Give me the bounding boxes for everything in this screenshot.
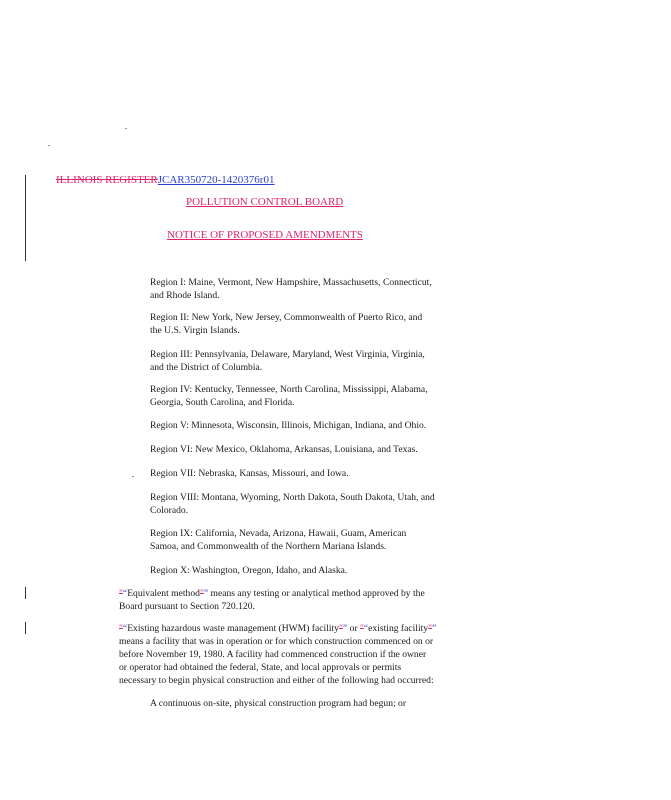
scan-speck [125, 128, 127, 129]
region-item: Region VI: New Mexico, Oklahoma, Arkansas, Louisiana, and Texas. [150, 444, 418, 455]
change-bar-existing [25, 622, 26, 634]
change-bar-header [25, 175, 26, 261]
region-item: Region IX: California, Nevada, Arizona, Hawaii, Guam, American Samoa, and Commonwealth of the Northern Mariana Islands. [150, 528, 407, 552]
region-item: Region VIII: Montana, Wyoming, North Dakota, South Dakota, Utah, and Colorado. [150, 492, 435, 516]
region-item: Region VII: Nebraska, Kansas, Missouri, and Iowa. [150, 468, 349, 479]
definition-equivalent-method: "“Equivalent method"” means any testing or analytical method approved by the Board pursuant to Section 720.120. [119, 588, 425, 612]
register-inserted: JCAR350720-1420376r01 [157, 174, 275, 186]
region-item: Region V: Minnesota, Wisconsin, Illinois, Michigan, Indiana, and Ohio. [150, 420, 427, 431]
definition-existing-facility: "“Existing hazardous waste management (HWM) facility"” or "“existing facility"” means a facility that was in operation or for which construction commenced on or before November 19, 1980. A facility had commenced construction if the owner or operator had obtained the federal, State, and local approvals or permits necessary to begin physical construction and either of the following had occurred: [119, 623, 437, 686]
region-item: Region I: Maine, Vermont, New Hampshire, Massachusetts, Connecticut, and Rhode Island. [150, 277, 432, 301]
defined-term: Existing hazardous waste management (HWM) facility [127, 623, 339, 634]
register-line [56, 174, 274, 186]
defined-term: Equivalent method [127, 588, 200, 599]
continuous-construction-item: A continuous on-site, physical construction program had begun; or [150, 698, 407, 709]
region-item: Region II: New York, New Jersey, Commonwealth of Puerto Rico, and the U.S. Virgin Islands. [150, 312, 423, 336]
notice-title: NOTICE OF PROPOSED AMENDMENTS [167, 229, 363, 241]
region-item: Region X: Washington, Oregon, Idaho, and Alaska. [150, 565, 348, 576]
region-item: Region III: Pennsylvania, Delaware, Maryland, West Virginia, Virginia, and the District of Columbia. [150, 349, 425, 373]
board-title: POLLUTION CONTROL BOARD [186, 196, 344, 208]
defined-term: existing facility [368, 623, 429, 634]
region-item: Region IV: Kentucky, Tennessee, North Carolina, Mississippi, Alabama, Georgia, South Carolina, and Florida. [150, 384, 428, 408]
register-deleted: ILLINOIS REGISTER [56, 174, 158, 186]
change-bar-equivalent [25, 587, 26, 599]
scan-speck [132, 476, 134, 477]
scan-speck [48, 145, 50, 146]
